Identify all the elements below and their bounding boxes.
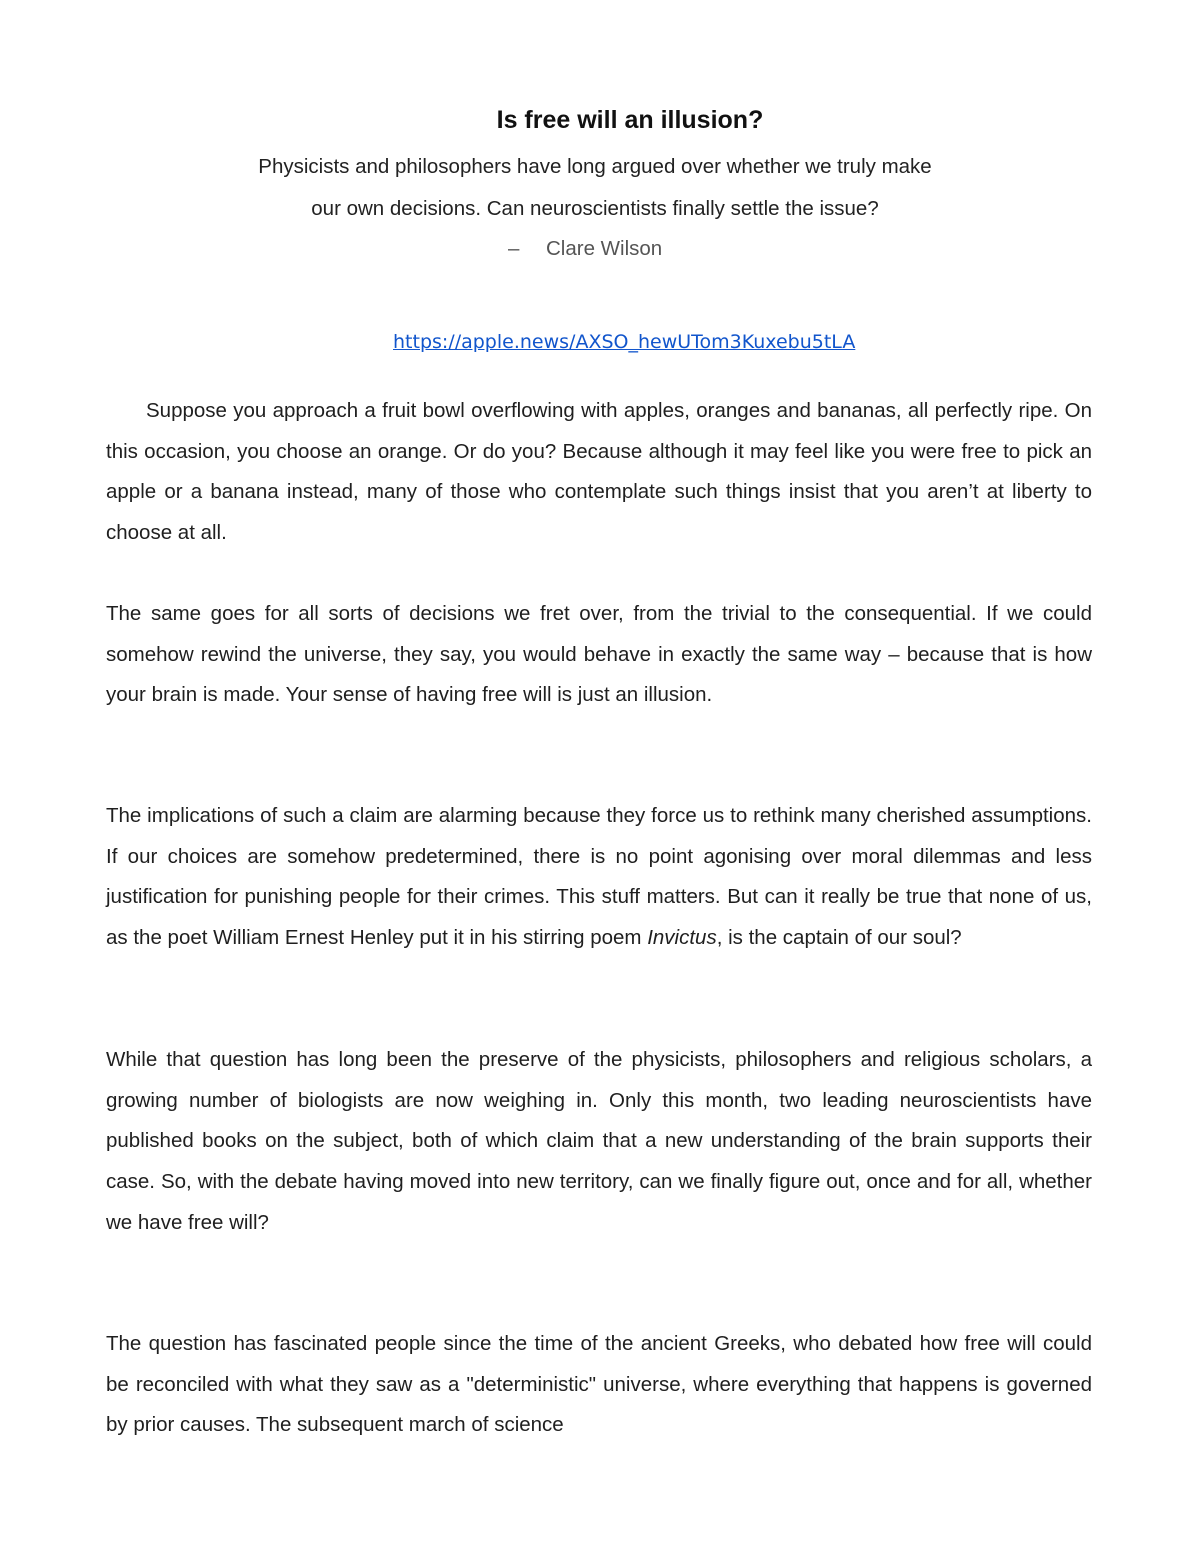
article-subtitle-line-2: our own decisions. Can neuroscientists finally settle the issue? <box>311 197 879 220</box>
paragraph-4: While that question has long been the preserve of the physicists, philosophers and religious scholars, a growing number of biologists are now weighing in. Only this month, two leading neuroscientists have published books on the subject, both of which claim that a new understanding of the brain supports their case. So, with the debate having moved into new territory, can we finally figure out, once and for all, whether we have free will? <box>106 1048 1092 1234</box>
author-name: Clare Wilson <box>546 237 663 260</box>
paragraph-3-text-start: The implications of such a claim are alarming because they force us to rethink many cherished assumptions. If our choices are somehow predetermined, there is no point agonising over moral dilemmas and less justification for punishing people for their crimes. This stuff matters. But can it really be true that none of us, as the poet William Ernest Henley put it in his stirring poem <box>106 804 1092 950</box>
paragraph-5: The question has fascinated people since the time of the ancient Greeks, who debated how free will could be reconciled with what they saw as a "deterministic" universe, where everything that happens is governed by prior causes. The subsequent march of science <box>106 1332 1092 1437</box>
paragraph-3 <box>106 796 1092 959</box>
paragraph-2: The same goes for all sorts of decisions we fret over, from the trivial to the consequential. If we could somehow rewind the universe, they say, you would behave in exactly the same way – because that is how your brain is made. Your sense of having free will is just an illusion. <box>106 602 1092 707</box>
article-title: Is free will an illusion? <box>496 106 764 134</box>
paragraph-3-text-end: , is the captain of our soul? <box>716 926 962 950</box>
paragraph-1: Suppose you approach a fruit bowl overflowing with apples, oranges and bananas, all perfectly ripe. On this occasion, you choose an orange. Or do you? Because although it may feel like you were free to pick an apple or a banana instead, many of those who contemplate such things insist that you aren’t at liberty to choose at all. <box>106 399 1092 545</box>
article-subtitle-line-1: Physicists and philosophers have long argued over whether we truly make <box>258 155 932 178</box>
poem-title-invictus: Invictus <box>647 926 717 950</box>
author-dash: – <box>508 237 520 260</box>
article-link[interactable]: https://apple.news/AXSO_hewUTom3Kuxebu5tLA <box>393 331 856 353</box>
author-byline <box>508 237 662 261</box>
